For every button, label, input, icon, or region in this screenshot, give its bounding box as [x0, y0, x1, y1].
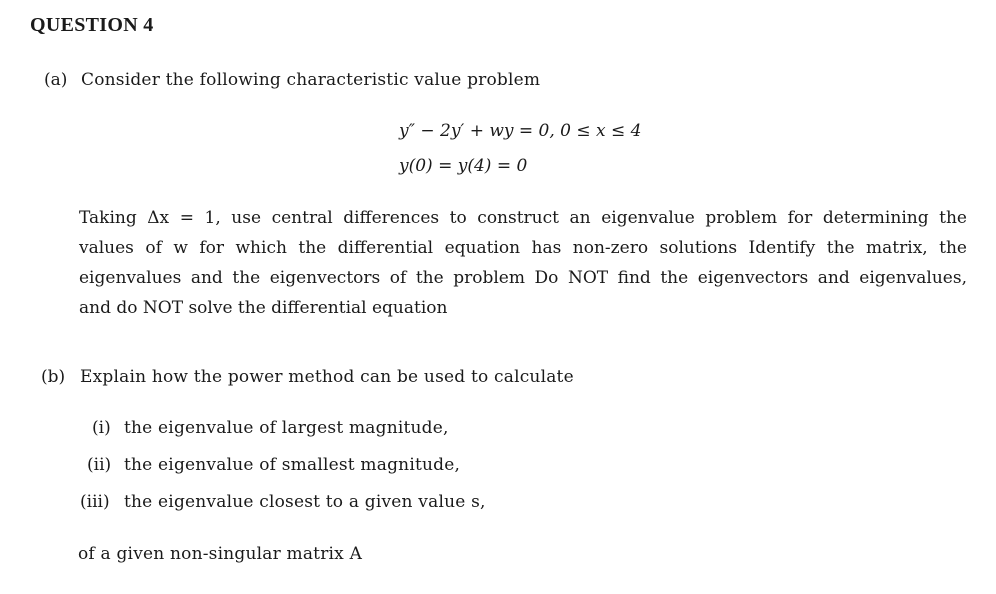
part-b-closing: of a given non-singular matrix A	[78, 544, 363, 564]
item-label: (iii)	[80, 492, 110, 512]
equation-ode: y″ − 2y′ + wy = 0, 0 ≤ x ≤ 4	[399, 121, 642, 141]
item-label: (i)	[92, 418, 111, 438]
question-title: QUESTION 4	[30, 14, 154, 36]
item-text: the eigenvalue of smallest magnitude,	[124, 455, 461, 475]
item-text: the eigenvalue of largest magnitude,	[124, 418, 449, 438]
paragraph-line: and do NOT solve the differential equation	[79, 298, 448, 318]
part-a-label: (a)	[44, 70, 68, 90]
part-b-label: (b)	[41, 367, 66, 387]
item-label: (ii)	[87, 455, 112, 475]
paragraph-line: Taking Δx = 1, use central differences to construct an eigenvalue problem for determining the	[79, 208, 967, 228]
equation-boundary-conditions: y(0) = y(4) = 0	[399, 156, 528, 176]
part-a-paragraph	[79, 203, 967, 323]
paragraph-line: values of w for which the differential equation has non-zero solutions Identify the matrix, the	[79, 238, 967, 258]
part-a-intro: Consider the following characteristic value problem	[81, 70, 541, 90]
paragraph-line: eigenvalues and the eigenvectors of the problem Do NOT find the eigenvectors and eigenvalues,	[79, 268, 967, 288]
item-text: the eigenvalue closest to a given value s,	[124, 492, 486, 512]
part-b-intro: Explain how the power method can be used to calculate	[80, 367, 574, 387]
